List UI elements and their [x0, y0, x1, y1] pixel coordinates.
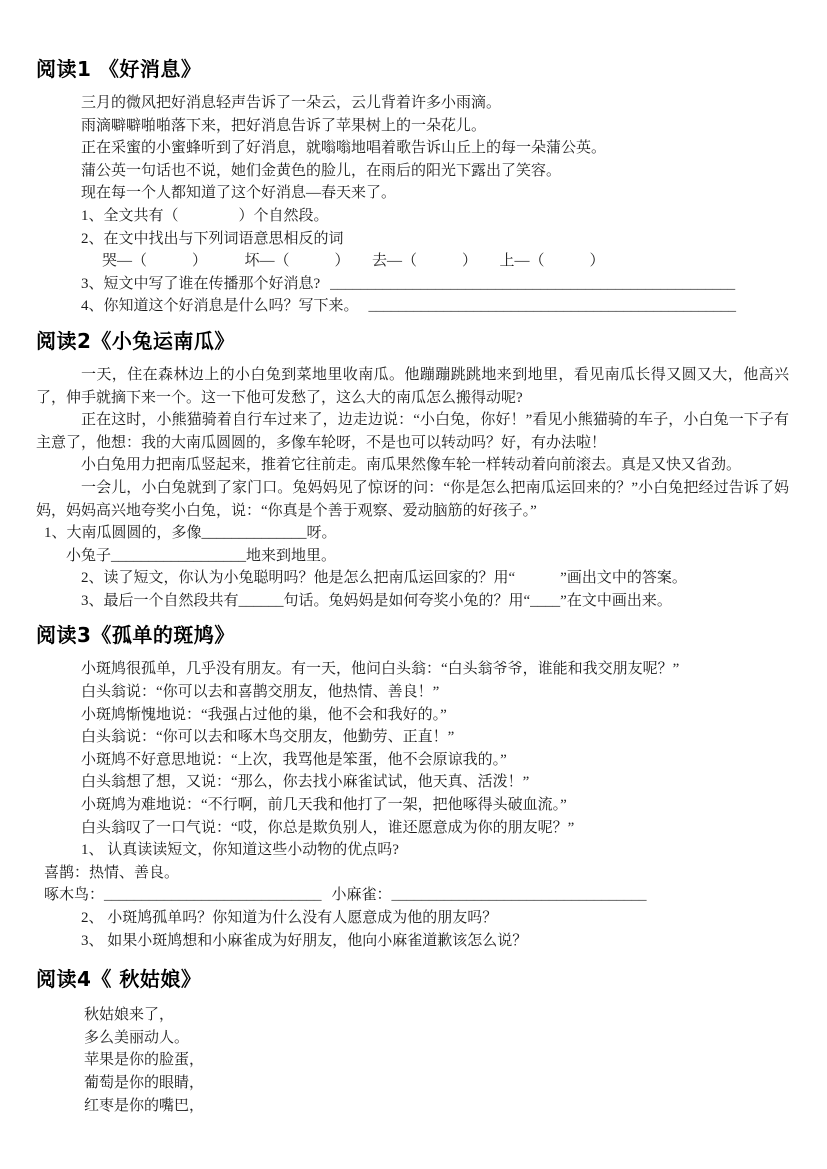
question-4-text: 4、你知道这个好消息是什么吗？写下来。 [81, 298, 359, 315]
dialogue-line: 白头翁想了想，又说：“那么，你去找小麻雀试试，他天真、活泼！” [81, 774, 530, 791]
question-2: 2、 小斑鸠孤单吗？你知道为什么没有人愿意成为他的朋友吗？ [81, 910, 498, 926]
story-paragraph: 小白兔用力把南瓜竖起来，推着它往前走。南瓜果然像车轮一样转动着向前滚去。真是又快又省劲。 [81, 457, 742, 474]
poem-line: 苹果是你的脸蛋， [84, 1052, 205, 1069]
answer-blank-line: ______________________________________________________ [330, 275, 736, 292]
question-3 [81, 273, 789, 296]
dialogue-line: 小斑鸠惭愧地说：“我强占过他的巢，他不会和我好的。” [81, 706, 447, 723]
reading-section-4 [36, 967, 789, 1117]
story-paragraph: 一会儿，小白兔就到了家门口。兔妈妈见了惊讶的问：“你是怎么把南瓜运回来的？”小白兔把经过告诉了妈妈，妈妈高兴地夸奖小白兔，说：“你真是个善于观察、爱动脑筋的好孩子。” [36, 479, 789, 519]
poem-line: 葡萄是你的眼睛， [84, 1074, 205, 1091]
section-2-title: 阅读2《小兔运南瓜》 [36, 328, 235, 353]
story-paragraph: 雨滴噼噼啪啪落下来，把好消息告诉了苹果树上的一朵花儿。 [81, 117, 487, 134]
reading-section-1 [36, 57, 789, 318]
woodpecker-label: 啄木鸟： [44, 887, 105, 904]
answer-blanks-row [44, 884, 789, 907]
answer-magpie: 喜鹊：热情、善良。 [44, 864, 180, 881]
reading-section-3 [36, 623, 789, 952]
sparrow-label: 小麻雀： [331, 887, 392, 904]
story-paragraph: 一天，住在森林边上的小白兔到菜地里收南瓜。他蹦蹦跳跳地来到地里，看见南瓜长得又圆又大，他高兴了，伸手就摘下来一个。这一下他可发愁了，这么大的南瓜怎么搬得动呢? [36, 366, 789, 406]
section-1-title: 阅读1 《好消息》 [36, 57, 202, 81]
poem-line: 红枣是你的嘴巴， [84, 1097, 205, 1114]
question-1: 1、 认真读读短文，你知道这些小动物的优点吗? [81, 842, 399, 859]
story-paragraph: 蒲公英一句话也不说，她们金黄色的脸儿，在雨后的阳光下露出了笑容。 [81, 162, 562, 179]
dialogue-line: 小斑鸠很孤单，几乎没有朋友。有一天，他问白头翁：“白头翁爷爷，谁能和我交朋友呢？” [81, 661, 680, 678]
story-paragraph: 正在采蜜的小蜜蜂听到了好消息，就嗡嗡地唱着歌告诉山丘上的每一朵蒲公英。 [81, 140, 607, 157]
dialogue-line: 白头翁叹了一口气说：“哎，你总是欺负别人，谁还愿意成为你的朋友呢？” [81, 819, 575, 836]
question-1: 1、大南瓜圆圆的，多像______________呀。 [44, 525, 337, 542]
question-1: 1、全文共有（ ）个自然段。 [81, 207, 329, 224]
question-2: 2、读了短文，你认为小兔聪明吗？他是怎么把南瓜运回家的？用“ ”画出文中的答案。 [81, 570, 687, 587]
answer-blank-line: _________________________________________________ [368, 298, 737, 315]
question-3: 3、最后一个自然段共有______句话。兔妈妈是如何夸奖小兔的？用“____”在文中画出来。 [81, 592, 672, 609]
question-2: 2、在文中找出与下列词语意思相反的词 [81, 230, 344, 247]
poem-line: 多么美丽动人。 [84, 1029, 190, 1046]
question-3-text: 3、短文中写了谁在传播那个好消息? [81, 275, 321, 292]
section-4-title: 阅读4《 秋姑娘》 [36, 967, 202, 992]
dialogue-line: 白头翁说：“你可以去和啄木鸟交朋友，他勤劳、正直！” [81, 729, 455, 746]
reading-section-2 [36, 329, 789, 613]
section-3-title: 阅读3《孤单的斑鸠》 [36, 623, 235, 648]
question-1-subline: 小兔子__________________地来到地里。 [66, 547, 337, 564]
poem-line: 秋姑娘来了， [84, 1007, 175, 1024]
answer-blank-line: __________________________________ [391, 887, 647, 904]
dialogue-line: 小斑鸠为难地说：“不行啊，前几天我和他打了一架，把他啄得头破血流。” [81, 797, 567, 814]
question-3: 3、 如果小斑鸠想和小麻雀成为好朋友，他向小麻雀道歉该怎么说？ [81, 932, 528, 949]
dialogue-line: 小斑鸠不好意思地说：“上次，我骂他是笨蛋，他不会原谅我的。” [81, 751, 507, 768]
story-paragraph: 现在每一个人都知道了这个好消息—春天来了。 [81, 185, 397, 202]
antonym-blanks-row: 哭—（ ） 坏—（ ） 去—（ ） 上—（ ） [102, 253, 605, 270]
story-paragraph: 正在这时，小熊猫骑着自行车过来了，边走边说：“小白兔，你好！”看见小熊猫骑的车子，小白兔一下子有主意了，他想：我的大南瓜圆圆的，多像车轮呀，不是也可以转动吗？好，有办法啦！ [36, 412, 789, 451]
story-paragraph: 三月的微风把好消息轻声告诉了一朵云，云儿背着许多小雨滴。 [81, 95, 502, 111]
dialogue-line: 白头翁说：“你可以去和喜鹊交朋友，他热情、善良！” [81, 684, 440, 701]
question-4 [81, 295, 789, 318]
answer-blank-line: _____________________________ [104, 887, 322, 904]
